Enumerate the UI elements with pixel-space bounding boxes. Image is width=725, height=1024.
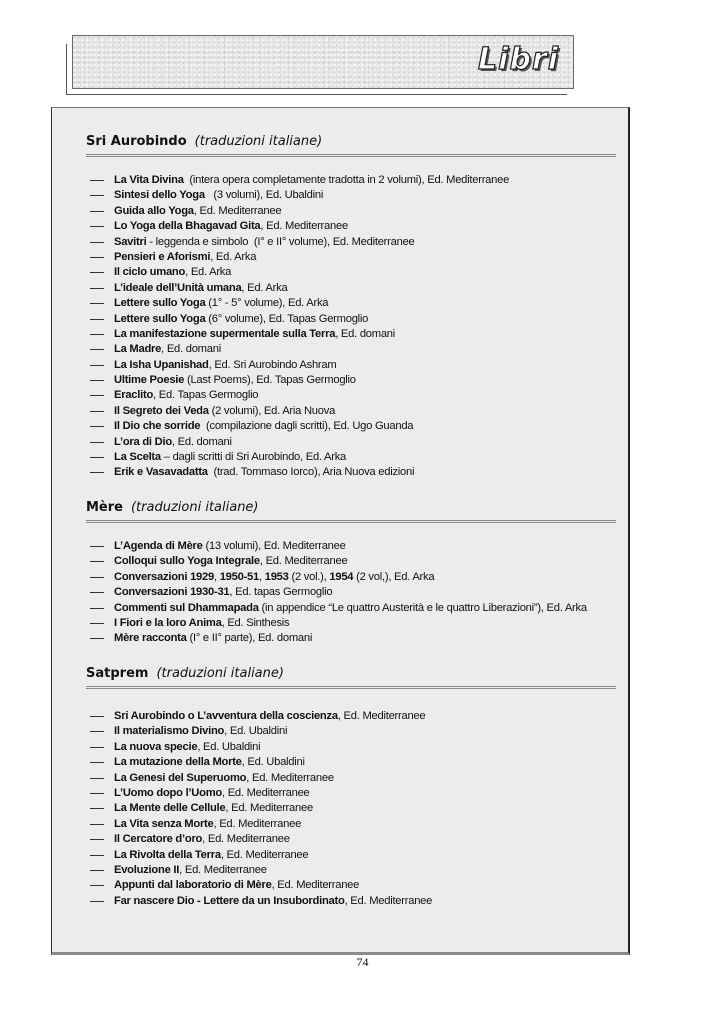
book-details: (2 volumi), Ed. Aria Nuova	[208, 404, 336, 417]
content-box	[51, 107, 630, 955]
book-title: Savitri	[114, 235, 147, 248]
em-dash-bullet-icon	[90, 855, 104, 856]
book-details: , Ed. Sinthesis	[221, 616, 290, 629]
book-list-item	[86, 373, 616, 388]
book-details: - leggenda e simbolo (I° e II° volume), Ed. Mediterranee	[146, 235, 415, 248]
book-details: (compilazione dagli scritti), Ed. Ugo Guanda	[200, 420, 414, 433]
book-list-item	[86, 570, 616, 585]
book-list-item	[86, 265, 616, 280]
em-dash-bullet-icon	[90, 211, 104, 212]
book-title: La Scelta	[114, 451, 161, 464]
book-title: 1953	[264, 570, 289, 583]
book-list-item	[86, 173, 616, 188]
em-dash-bullet-icon	[90, 426, 104, 427]
book-title: Eraclito	[114, 389, 154, 402]
em-dash-bullet-icon	[90, 457, 104, 458]
book-details: , Ed. Arka	[185, 266, 232, 279]
book-details: , Ed. Mediterranee	[259, 555, 348, 568]
em-dash-bullet-icon	[90, 546, 104, 547]
book-list-item	[86, 601, 616, 616]
em-dash-bullet-icon	[90, 824, 104, 825]
book-list-item	[86, 296, 616, 311]
em-dash-bullet-icon	[90, 442, 104, 443]
em-dash-bullet-icon	[90, 623, 104, 624]
section-author: Mère	[86, 500, 123, 515]
book-details: (Last Poems), Ed. Tapas Germoglio	[184, 374, 356, 387]
book-list-item	[86, 465, 616, 480]
book-list-item	[86, 450, 616, 465]
book-list-item	[86, 801, 616, 816]
em-dash-bullet-icon	[90, 808, 104, 809]
book-title: L’Agenda di Mère	[114, 540, 203, 552]
book-list-item	[86, 404, 616, 419]
book-title: Il Cercatore d’oro	[114, 833, 203, 846]
book-title: Il ciclo umano	[114, 266, 186, 279]
em-dash-bullet-icon	[90, 288, 104, 289]
book-list-item	[86, 388, 616, 403]
section-subtitle: (traduzioni italiane)	[130, 500, 259, 515]
book-details: (6° volume), Ed. Tapas Germoglio	[205, 312, 369, 325]
book-details: , Ed. domani	[171, 435, 232, 448]
book-title: Far nascere Dio - Lettere da un Insubordinato	[114, 894, 345, 907]
page-number: 74	[356, 955, 369, 969]
em-dash-bullet-icon	[90, 638, 104, 639]
book-list-item	[86, 539, 616, 554]
book-list-item	[86, 817, 616, 832]
book-details: , Ed. Mediterranee	[344, 894, 433, 907]
book-details: , Ed. domani	[335, 327, 396, 340]
book-list-item	[86, 188, 616, 203]
em-dash-bullet-icon	[90, 257, 104, 258]
section-mere	[86, 500, 616, 647]
book-details: , Ed. Mediterranee	[271, 879, 360, 892]
book-title: Conversazioni 1930-31	[114, 586, 230, 599]
book-list-item	[86, 554, 616, 569]
book-list-item	[86, 894, 616, 909]
em-dash-bullet-icon	[90, 592, 104, 593]
em-dash-bullet-icon	[90, 608, 104, 609]
section-heading	[86, 500, 616, 523]
book-title: Appunti dal laboratorio di Mère	[114, 879, 272, 892]
book-details: , Ed. Mediterranee	[193, 204, 282, 217]
book-details: , Ed. Mediterranee	[337, 710, 426, 722]
book-details: (intera opera completamente tradotta in 2 volumi), Ed. Mediterranee	[183, 174, 510, 186]
book-title: L’ora di Dio	[114, 435, 172, 448]
em-dash-bullet-icon	[90, 411, 104, 412]
em-dash-bullet-icon	[90, 716, 104, 717]
book-title: Colloqui sullo Yoga Integrale	[114, 555, 260, 568]
book-list-item	[86, 740, 616, 755]
book-details: , Ed. Arka	[210, 250, 257, 263]
section-sri-aurobindo	[86, 134, 616, 481]
book-title: Il Segreto dei Veda	[114, 404, 209, 417]
book-details: , Ed. Tapas Germoglio	[153, 389, 259, 402]
book-list-item	[86, 419, 616, 434]
em-dash-bullet-icon	[90, 365, 104, 366]
book-title: Lettere sullo Yoga	[114, 297, 206, 310]
em-dash-bullet-icon	[90, 885, 104, 886]
book-details: , Ed. Mediterranee	[202, 833, 290, 846]
em-dash-bullet-icon	[90, 778, 104, 779]
book-details: (1° - 5° volume), Ed. Arka	[205, 297, 329, 310]
em-dash-bullet-icon	[90, 395, 104, 396]
book-title: La Mente delle Cellule	[114, 802, 226, 815]
book-title: Evoluzione II	[114, 863, 180, 876]
book-details: , Ed. Ubaldini	[241, 756, 305, 769]
section-heading	[86, 134, 616, 157]
title-banner	[72, 35, 574, 89]
book-details: , Ed. Mediterranee	[179, 863, 267, 876]
em-dash-bullet-icon	[90, 793, 104, 794]
em-dash-bullet-icon	[90, 272, 104, 273]
em-dash-bullet-icon	[90, 195, 104, 196]
book-details: , Ed. Mediterranee	[221, 786, 310, 799]
book-details: , Ed. domani	[161, 343, 221, 356]
page-title: Libri	[478, 42, 559, 77]
book-details: , Ed. tapas Germoglio	[229, 586, 333, 599]
book-list-item	[86, 878, 616, 893]
book-list-item	[86, 848, 616, 863]
book-title: La Vita Divina	[114, 174, 184, 186]
book-list-item	[86, 327, 616, 342]
section-subtitle: (traduzioni italiane)	[156, 666, 284, 681]
book-details: ,	[213, 570, 220, 583]
section-satprem	[86, 666, 616, 909]
book-list	[86, 709, 616, 909]
book-list-item	[86, 358, 616, 373]
book-list-item	[86, 709, 616, 724]
book-details: (3 volumi), Ed. Ubaldini	[204, 189, 324, 202]
em-dash-bullet-icon	[90, 762, 104, 763]
book-list-item	[86, 312, 616, 327]
book-details: , Ed. Mediterranee	[220, 848, 309, 861]
em-dash-bullet-icon	[90, 561, 104, 562]
book-list-item	[86, 219, 616, 234]
book-title: Ultime Poesie	[114, 374, 185, 387]
book-title: 1954	[329, 570, 354, 583]
book-details: , Ed. Ubaldini	[197, 740, 261, 753]
section-subtitle: (traduzioni italiane)	[194, 134, 323, 149]
book-details: (I° e II° parte), Ed. domani	[186, 632, 313, 645]
book-title: Guida allo Yoga	[114, 204, 194, 217]
book-details: (in appendice “Le quattro Austerità e le quattro Liberazioni”), Ed. Arka	[258, 601, 587, 614]
book-list-item	[86, 755, 616, 770]
book-title: 1950-51	[219, 570, 259, 583]
book-details: , Ed. Mediterranee	[225, 802, 313, 815]
book-list-item	[86, 863, 616, 878]
book-title: La mutazione della Morte	[114, 756, 242, 769]
book-list-item	[86, 786, 616, 801]
book-title: L’ideale dell’Unità umana	[114, 281, 242, 294]
book-list-item	[86, 631, 616, 646]
book-list-item	[86, 771, 616, 786]
em-dash-bullet-icon	[90, 472, 104, 473]
em-dash-bullet-icon	[90, 303, 104, 304]
em-dash-bullet-icon	[90, 731, 104, 732]
book-details: , Ed. Sri Aurobindo Ashram	[208, 358, 337, 371]
book-title: Mère racconta	[114, 632, 187, 645]
em-dash-bullet-icon	[90, 242, 104, 243]
book-details: (2 vol,), Ed. Arka	[353, 570, 435, 583]
book-details: (trad. Tommaso Iorco), Aria Nuova edizioni	[207, 466, 415, 479]
book-title: La nuova specie	[114, 740, 198, 753]
book-title: Conversazioni 1929	[114, 570, 214, 583]
book-title: La Vita senza Morte	[114, 817, 214, 830]
book-title: Lettere sullo Yoga	[114, 312, 206, 325]
book-title: La Rivolta della Terra	[114, 848, 221, 861]
em-dash-bullet-icon	[90, 334, 104, 335]
book-title: I Fiori e la loro Anima	[114, 616, 222, 629]
book-title: Il materialismo Divino	[114, 725, 225, 738]
book-details: ,	[259, 570, 265, 583]
book-details: , Ed. Mediterranee	[213, 817, 302, 830]
book-details: , Ed. Arka	[241, 281, 288, 294]
em-dash-bullet-icon	[90, 839, 104, 840]
book-title: La Madre	[114, 343, 162, 356]
book-title: La manifestazione supermentale sulla Terra	[114, 327, 336, 340]
em-dash-bullet-icon	[90, 349, 104, 350]
book-list	[86, 173, 616, 481]
book-details: , Ed. Ubaldini	[224, 725, 288, 738]
em-dash-bullet-icon	[90, 870, 104, 871]
book-list-item	[86, 281, 616, 296]
section-author: Satprem	[86, 666, 149, 681]
book-title: Pensieri e Aforismi	[114, 250, 211, 263]
book-title: Sri Aurobindo o L’avventura della coscienza	[114, 710, 338, 722]
book-list-item	[86, 250, 616, 265]
book-details: – dagli scritti di Sri Aurobindo, Ed. Arka	[160, 451, 347, 464]
em-dash-bullet-icon	[90, 319, 104, 320]
book-list-item	[86, 235, 616, 250]
book-details: , Ed. Mediterranee	[260, 220, 348, 233]
section-author: Sri Aurobindo	[86, 134, 187, 149]
em-dash-bullet-icon	[90, 747, 104, 748]
book-list-item	[86, 832, 616, 847]
book-details: (2 vol.),	[288, 570, 330, 583]
book-title: L’Uomo dopo l’Uomo	[114, 786, 222, 799]
book-title: Lo Yoga della Bhagavad Gita	[114, 220, 261, 233]
book-title: Sintesi dello Yoga	[114, 189, 205, 202]
book-title: Il Dio che sorride	[114, 420, 201, 433]
book-title: La Genesi del Superuomo	[114, 771, 247, 784]
em-dash-bullet-icon	[90, 901, 104, 902]
book-list-item	[86, 204, 616, 219]
book-details: , Ed. Mediterranee	[246, 771, 334, 784]
book-list-item	[86, 435, 616, 450]
book-title: Erik e Vasavadatta	[114, 466, 208, 479]
em-dash-bullet-icon	[90, 380, 104, 381]
book-list-item	[86, 585, 616, 600]
book-details: (13 volumi), Ed. Mediterranee	[202, 540, 346, 552]
book-list	[86, 539, 616, 647]
em-dash-bullet-icon	[90, 577, 104, 578]
em-dash-bullet-icon	[90, 226, 104, 227]
book-list-item	[86, 342, 616, 357]
book-title: La Isha Upanishad	[114, 358, 209, 371]
book-list-item	[86, 724, 616, 739]
em-dash-bullet-icon	[90, 180, 104, 181]
book-title: Commenti sul Dhammapada	[114, 601, 259, 614]
section-heading	[86, 666, 616, 689]
book-list-item	[86, 616, 616, 631]
